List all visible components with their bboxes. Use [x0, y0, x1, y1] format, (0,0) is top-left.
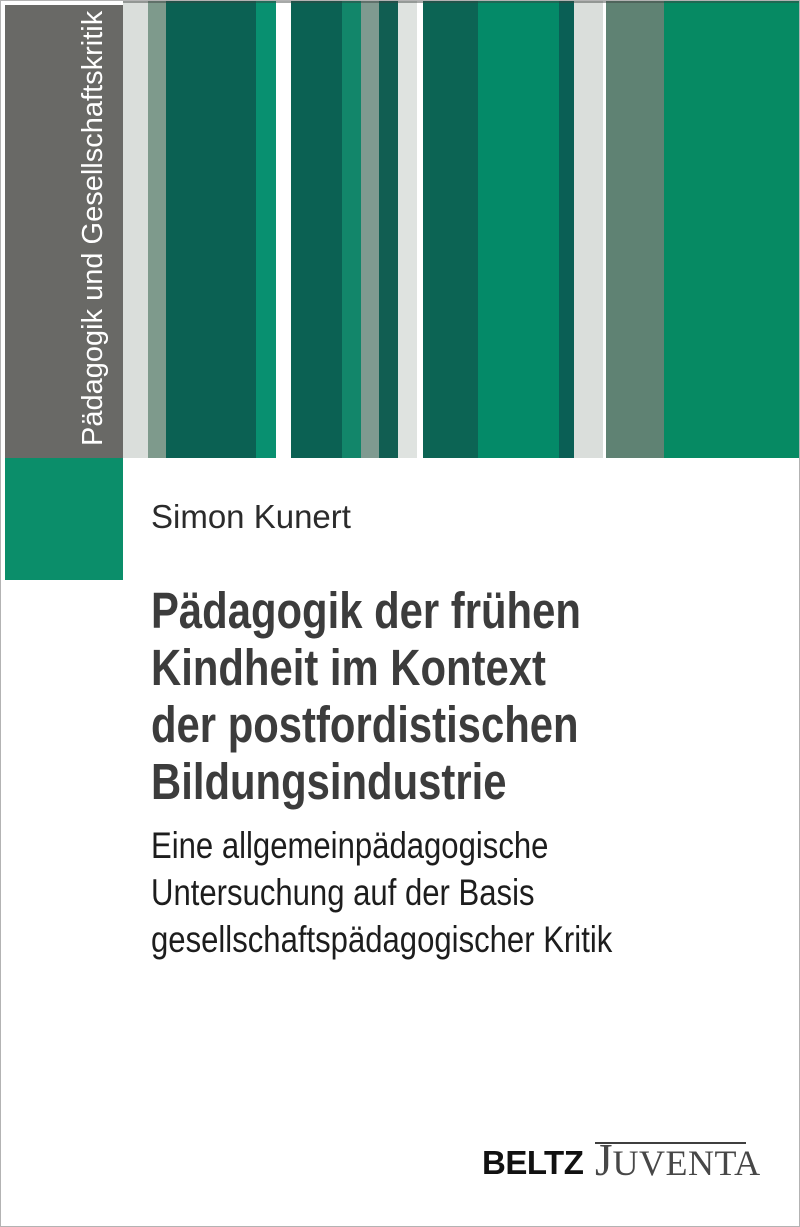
subtitle-line-2: Untersuchung auf der Basis — [151, 872, 535, 913]
title-line-1: Pädagogik der frühen — [151, 582, 581, 639]
stripe-bar — [423, 1, 478, 458]
publisher-logo-juventa-rest: UVENTA — [612, 1143, 761, 1183]
stripe-bar — [342, 1, 361, 458]
book-subtitle — [151, 822, 612, 963]
stripe-bar — [123, 1, 148, 458]
stripe-bar — [606, 1, 664, 458]
accent-green-square — [5, 458, 123, 580]
stripe-bar — [291, 1, 342, 458]
book-title — [151, 582, 581, 810]
title-line-4: Bildungsindustrie — [151, 753, 507, 810]
stripe-bar — [379, 1, 398, 458]
stripe-bar — [276, 1, 291, 458]
stripe-bar — [256, 1, 276, 458]
stripe-bar — [574, 1, 603, 458]
stripe-bar — [166, 1, 256, 458]
stripe-bar — [664, 1, 800, 458]
stripe-bar — [478, 1, 559, 458]
stripe-pattern — [123, 1, 800, 458]
stripe-bar — [361, 1, 379, 458]
title-line-3: der postfordistischen — [151, 696, 579, 753]
publisher-logo-juventa-initial: J — [595, 1135, 613, 1185]
stripe-bar — [559, 1, 574, 458]
publisher-logo-beltz: BELTZ — [482, 1144, 584, 1181]
author-name: Simon Kunert — [151, 498, 351, 535]
series-title-vertical: Pädagogik und Gesellschaftskritik — [77, 10, 109, 446]
title-line-2: Kindheit im Kontext — [151, 639, 546, 696]
stripe-bar — [398, 1, 417, 458]
subtitle-line-3: gesellschaftspädagogischer Kritik — [151, 919, 613, 960]
subtitle-line-1: Eine allgemeinpädagogische — [151, 825, 549, 866]
stripe-bar — [148, 1, 166, 458]
publisher-logo-juventa — [595, 1135, 761, 1185]
stripe-top-shade — [123, 1, 800, 3]
